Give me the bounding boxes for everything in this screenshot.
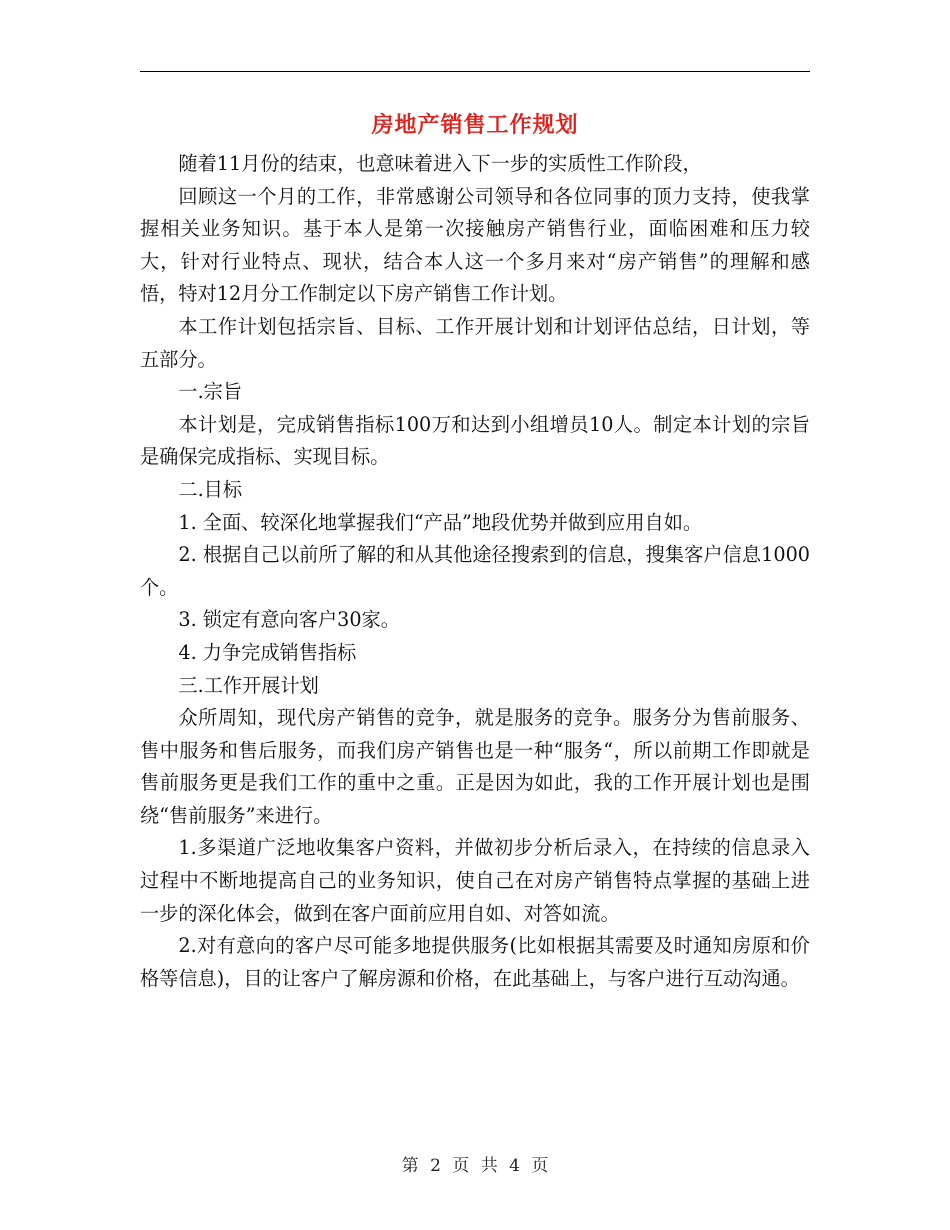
paragraph: 回顾这一个月的工作，非常感谢公司领导和各位同事的顶力支持，使我掌握相关业务知识。基于本人是第一次接触房产销售行业，面临困难和压力较大，针对行业特点、现状，结合本人这一个多月来对“房产销售”的理解和感悟，特对12月分工作制定以下房产销售工作计划。 <box>140 184 810 306</box>
document-body <box>140 148 810 995</box>
list-item: 1.多渠道广泛地收集客户资料，并做初步分析后录入，在持续的信息录入过程中不断地提高自己的业务知识，使自己在对房产销售特点掌握的基础上进一步的深化体会，做到在客户面前应用自如、对答如流。 <box>140 836 810 925</box>
list-item: 3. 锁定有意向客户30家。 <box>178 608 400 632</box>
list-item: 2.对有意向的客户尽可能多地提供服务(比如根据其需要及时通知房原和价格等信息)，目的让客户了解房源和价格，在此基础上，与客户进行互动沟通。 <box>140 934 810 990</box>
list-item: 2. 根据自己以前所了解的和从其他途径搜索到的信息，搜集客户信息1000个。 <box>140 543 810 599</box>
list-item: 4. 力争完成销售指标 <box>178 640 357 664</box>
paragraph: 随着11月份的结束，也意味着进入下一步的实质性工作阶段， <box>178 152 702 175</box>
section-heading: 三.工作开展计划 <box>178 673 319 697</box>
paragraph: 本工作计划包括宗旨、目标、工作开展计划和计划评估总结，日计划，等五部分。 <box>140 314 810 371</box>
list-item: 1. 全面、较深化地掌握我们“产品”地段优势并做到应用自如。 <box>178 510 703 534</box>
section-heading: 一.宗旨 <box>178 380 243 404</box>
page-number-footer: 第 2 页 共 4 页 <box>401 1156 549 1176</box>
header-rule <box>140 71 810 72</box>
paragraph: 众所周知，现代房产销售的竞争，就是服务的竞争。服务分为售前服务、售中服务和售后服务，而我们房产销售也是一种“服务“，所以前期工作即就是售前服务更是我们工作的重中之重。正是因为如此，我的工作开展计划也是围绕“售前服务”来进行。 <box>140 706 810 827</box>
document-title: 房地产销售工作规划 <box>371 112 579 138</box>
paragraph: 本计划是，完成销售指标100万和达到小组增员10人。制定本计划的宗旨是确保完成指标、实现目标。 <box>140 412 810 469</box>
section-heading: 二.目标 <box>178 477 243 501</box>
